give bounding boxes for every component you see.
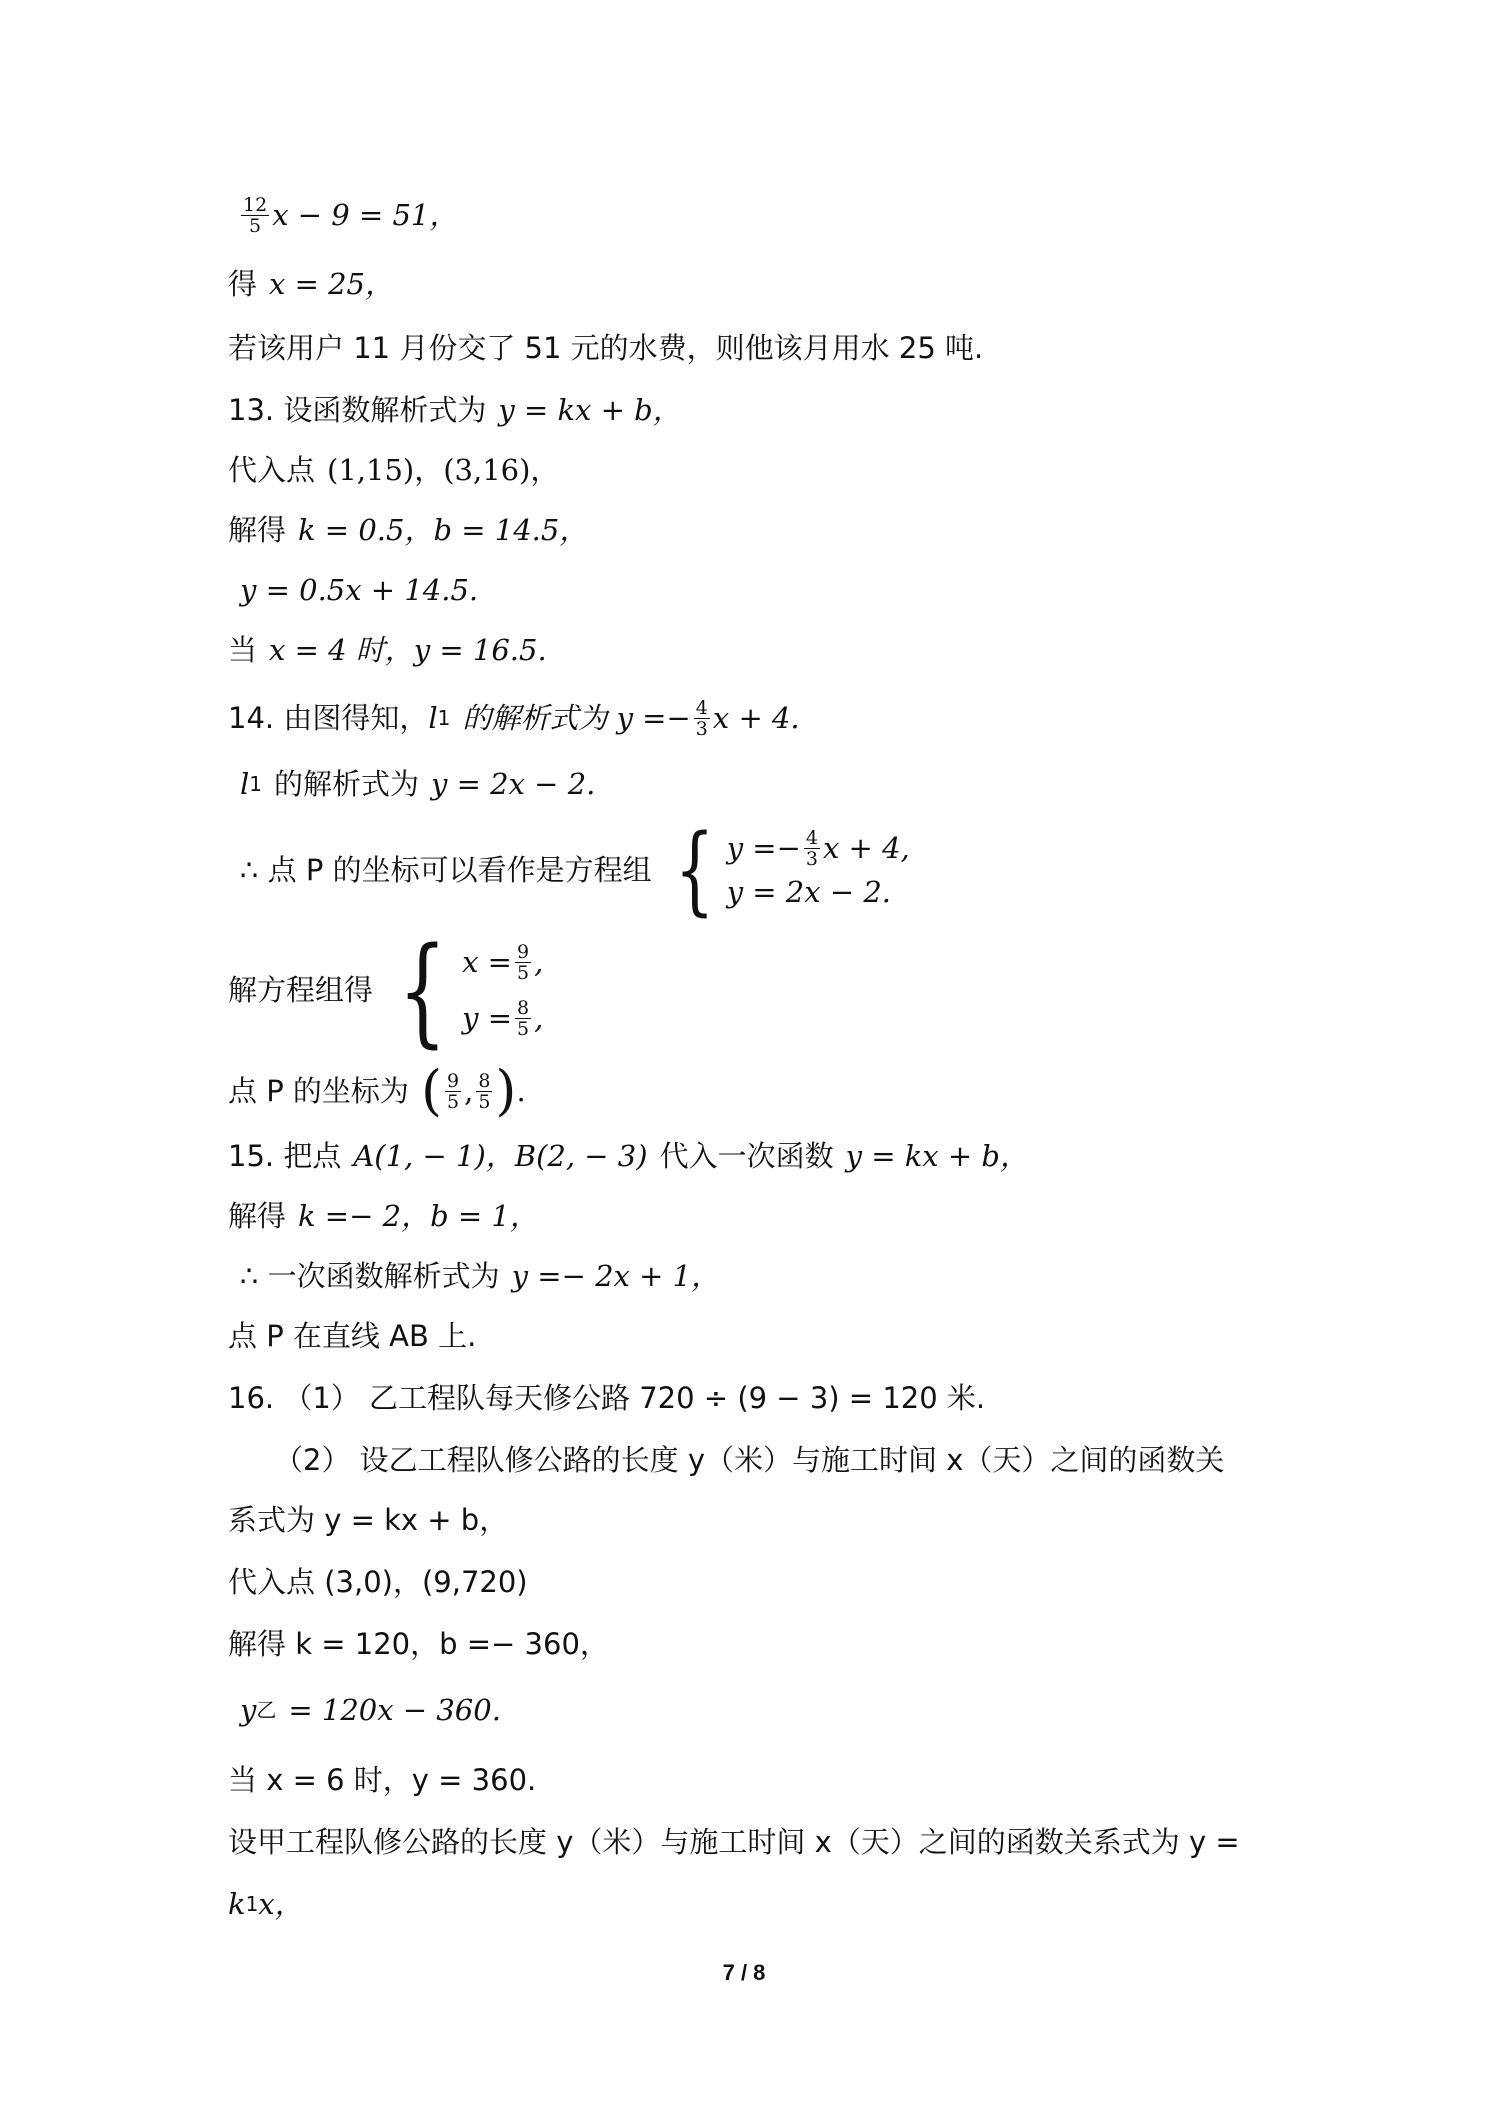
text-line: ∴ 一次函数解析式为 y =− 2x + 1， <box>240 1259 721 1293</box>
fraction: $\frac{8}{5}$ <box>478 1069 491 1113</box>
text-line: 设甲工程队修公路的长度 y（米）与施工时间 x（天）之间的函数关系式为 y = <box>228 1825 1240 1859</box>
text-line: 解得 k = 0.5，b = 14.5， <box>228 513 589 547</box>
right-paren-icon: ) <box>495 1059 517 1122</box>
text-line: 解得 k =− 2，b = 1， <box>228 1199 539 1233</box>
text-line: 若该用户 11 月份交了 51 元的水费，则他该月用水 25 吨. <box>228 331 984 365</box>
text-line: 解得 k = 120，b =− 360， <box>228 1627 609 1661</box>
fraction: $\frac{9}{5}$ <box>516 940 530 984</box>
equation-system-line: ∴ 点 P 的坐标可以看作是方程组 { y =− $\frac{4}{3}$ x + 4, y = 2x − 2. <box>240 814 910 926</box>
left-paren-icon: ( <box>420 1059 443 1122</box>
problem-15-header: 15. 把点 A(1, − 1)，B(2, − 3) 代入一次函数 y = kx + b， <box>228 1139 1029 1173</box>
equation-system: { y =− $\frac{4}{3}$ x + 4, y = 2x − 2. <box>674 814 910 926</box>
text-line: 点 P 的坐标为 ( $\frac{9}{5}$ , $\frac{8}{5}$ ) . <box>228 1059 526 1122</box>
equation-system-line: 解方程组得 { x = $\frac{9}{5}$ , y = $\frac{8}{5}$ , <box>228 921 544 1059</box>
equation-line: k 1 x， <box>228 1887 304 1921</box>
equation-line: y = 0.5x + 14.5. <box>240 573 479 607</box>
fraction: $\frac{8}{5}$ <box>517 996 530 1040</box>
fraction: $\frac{12}{5}$ <box>243 193 268 237</box>
problem-14-header: 14. 由图得知， l 1 的解析式为 y =− $\frac{4}{3}$ x + 4. <box>228 696 800 740</box>
equation-line: $\frac{12}{5}$ x − 9 = 51， <box>243 193 459 237</box>
equation-system: { x = $\frac{9}{5}$ , y = $\frac{8}{5}$ , <box>398 921 544 1059</box>
page-number: 7 / 8 <box>722 1960 766 1985</box>
fraction: $\frac{9}{5}$ <box>447 1069 460 1113</box>
left-brace-icon: { <box>674 814 714 926</box>
equation-line: y 乙 = 120x − 360. <box>240 1693 501 1727</box>
text-line: 代入点 (1,15)，(3,16)， <box>228 453 560 487</box>
problem-13-header: 13. 设函数解析式为 y = kx + b， <box>228 393 682 427</box>
fraction: $\frac{4}{3}$ <box>805 826 818 870</box>
left-brace-icon: { <box>398 921 447 1059</box>
fraction: $\frac{4}{3}$ <box>695 696 708 740</box>
text-line: （2） 设乙工程队修公路的长度 y（米）与施工时间 x（天）之间的函数关 <box>274 1443 1225 1477</box>
text-line: 点 P 在直线 AB 上. <box>228 1319 477 1353</box>
text-line: l 1 的解析式为 y = 2x − 2. <box>240 767 596 801</box>
text-line: 系式为 y = kx + b， <box>228 1503 509 1537</box>
text-line: 得 x = 25， <box>228 267 395 301</box>
text-line: 当 x = 4 时，y = 16.5. <box>228 633 547 667</box>
text-line: 当 x = 6 时，y = 360. <box>228 1763 537 1797</box>
text-line: 代入点 (3,0)，(9,720) <box>228 1565 528 1599</box>
problem-16-header: 16. （1） 乙工程队每天修公路 720 ÷ (9 − 3) = 120 米. <box>228 1381 986 1415</box>
